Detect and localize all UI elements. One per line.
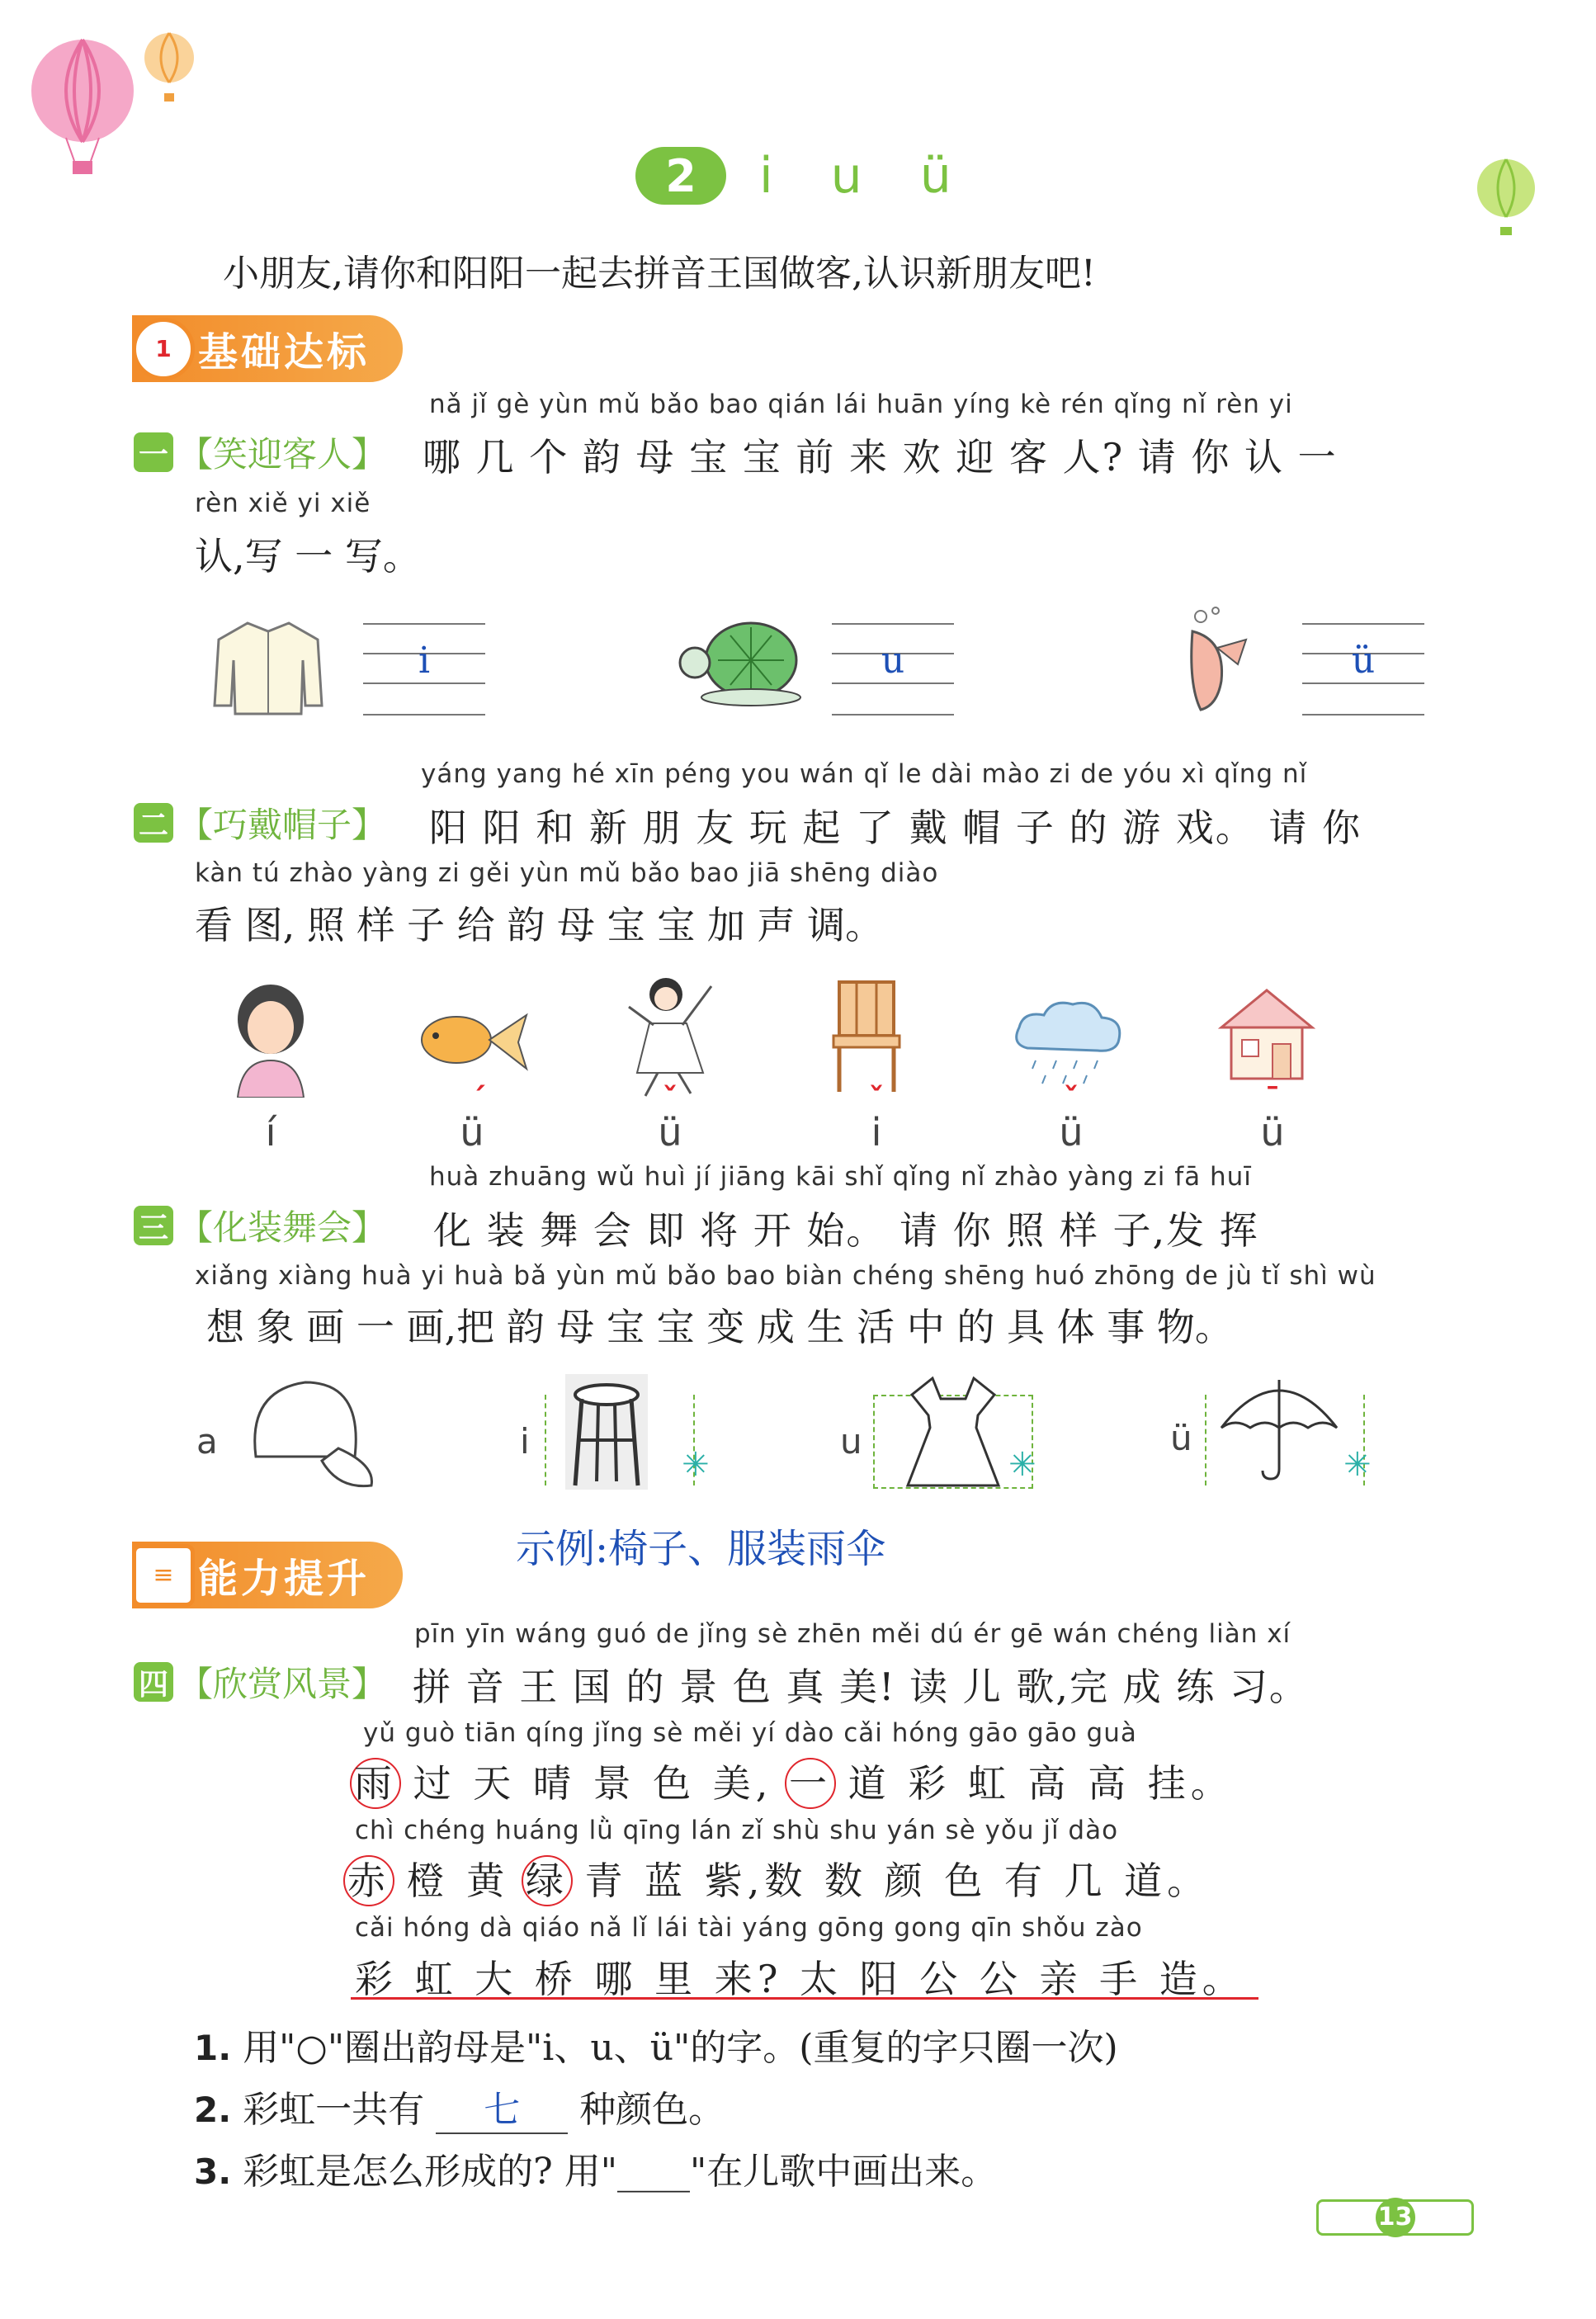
s3-tag: 【化装舞会】 bbox=[178, 1207, 387, 1248]
s2-header bbox=[134, 798, 386, 848]
circled-char: 一 bbox=[785, 1758, 836, 1809]
balloon-orange-icon bbox=[140, 31, 198, 106]
s2-line-1: 阳 阳 和 新 朋 友 玩 起 了 戴 帽 子 的 游 戏。 请 你 bbox=[429, 805, 1362, 850]
s1-number: 一 bbox=[134, 432, 173, 472]
jacket-image bbox=[210, 615, 326, 718]
s4-number: 四 bbox=[134, 1662, 173, 1702]
s1-tag: 【笑迎客人】 bbox=[178, 434, 387, 475]
medal-icon: 1 bbox=[132, 318, 195, 380]
letter-v: ü bbox=[1170, 1418, 1192, 1458]
s1-answer-box-2: u bbox=[832, 623, 954, 716]
lesson-number-badge: 2 bbox=[635, 147, 726, 205]
balloon-pink-icon bbox=[25, 37, 140, 177]
lesson-letter-u: u bbox=[830, 147, 862, 205]
s3-example-answer: 示例:椅子、服装雨伞 bbox=[516, 1526, 886, 1572]
s3-header bbox=[134, 1201, 386, 1250]
poem-pinyin-2: chì chéng huáng lǜ qīng lán zǐ shù shu yán sè yǒu jǐ dào bbox=[355, 1816, 1119, 1845]
s1-answer-box-1: i bbox=[363, 623, 485, 716]
goldfish-image bbox=[411, 1003, 531, 1081]
house-image bbox=[1213, 978, 1320, 1085]
poem-pinyin-3: cǎi hóng dà qiáo nǎ lǐ lái tài yáng gōng gong qīn shǒu zào bbox=[355, 1913, 1143, 1943]
page-number-badge bbox=[1316, 2199, 1474, 2236]
s2-line-2: 看 图, 照 样 子 给 韵 母 宝 宝 加 声 调。 bbox=[195, 903, 884, 947]
question-1: 1. 用"○"圈出韵母是"i、u、ü"的字。(重复的字只圈一次) bbox=[194, 2027, 1118, 2069]
dress-image bbox=[904, 1370, 1003, 1490]
star-icon-1: ✳ bbox=[682, 1446, 710, 1484]
s1-pinyin-2: rèn xiě yi xiě bbox=[195, 489, 371, 518]
stool-image bbox=[565, 1374, 648, 1490]
rain-cloud-image bbox=[1011, 994, 1126, 1089]
lesson-letter-v: ü bbox=[919, 147, 951, 205]
badge-basic bbox=[132, 315, 403, 382]
poem-underline bbox=[351, 1997, 1258, 2000]
question-3: 3. 彩虹是怎么形成的? 用"____"在儿歌中画出来。 bbox=[194, 2151, 998, 2193]
chair-image bbox=[829, 978, 904, 1093]
turtle-image bbox=[668, 615, 817, 710]
letter-u: u bbox=[840, 1421, 862, 1462]
poem-pinyin-1: yǔ guò tiān qíng jǐng sè měi yí dào cǎi hóng gāo gāo guà bbox=[363, 1718, 1137, 1748]
poem-line-3: 彩 虹 大 桥 哪 里 来? 太 阳 公 公 亲 手 造。 bbox=[355, 1957, 1245, 2001]
intro-text: 小朋友,请你和阳阳一起去拼音王国做客,认识新朋友吧! bbox=[223, 253, 1096, 295]
badge-ability bbox=[132, 1542, 403, 1608]
s1-header bbox=[134, 427, 386, 477]
poem-line-2: 赤 橙 黄 绿 青 蓝 紫,数 数 颜 色 有 几 道。 bbox=[348, 1851, 1210, 1906]
s4-header bbox=[134, 1657, 386, 1707]
tone-vowel-4: i bbox=[871, 1110, 882, 1155]
s1-pinyin-1: nǎ jǐ gè yùn mǔ bǎo bao qián lái huān yíng kè rén qǐng nǐ rèn yi bbox=[429, 390, 1293, 419]
circled-char: 赤 bbox=[343, 1855, 394, 1906]
s3-pinyin-1: huà zhuāng wǔ huì jí jiāng kāi shǐ qǐng nǐ zhào yàng zi fā huī bbox=[429, 1162, 1252, 1192]
s3-number: 三 bbox=[134, 1206, 173, 1245]
tone-vowel-2: ü bbox=[460, 1110, 484, 1155]
fish-image bbox=[1168, 607, 1258, 718]
tone-mark-5: ˇ bbox=[1063, 1081, 1079, 1117]
tone-vowel-6: ü bbox=[1260, 1110, 1285, 1155]
tone-mark-6: ˉ bbox=[1264, 1081, 1281, 1117]
lesson-letter-i: i bbox=[759, 147, 773, 205]
s1-answer-box-3: ü bbox=[1302, 623, 1424, 716]
letter-i: i bbox=[520, 1421, 530, 1462]
poem-line-1: 雨 过 天 晴 景 色 美, 一 道 彩 虹 高 高 挂。 bbox=[355, 1754, 1234, 1809]
circled-char: 绿 bbox=[522, 1855, 573, 1906]
badge-ability-label: 能力提升 bbox=[132, 1542, 403, 1608]
tone-mark-2: ˊ bbox=[470, 1081, 487, 1117]
s1-line-2: 认,写 一 写。 bbox=[195, 534, 421, 579]
woman-image bbox=[229, 982, 312, 1098]
tone-mark-3: ˇ bbox=[662, 1081, 678, 1117]
s1-line-1: 哪 几 个 韵 母 宝 宝 前 来 欢 迎 客 人? 请 你 认 一 bbox=[423, 435, 1338, 479]
certificate-icon: ≡ bbox=[132, 1544, 195, 1607]
tone-vowel-1: í bbox=[265, 1110, 276, 1155]
question-2: 2. 彩虹一共有 七 种颜色。 bbox=[194, 2080, 725, 2134]
umbrella-image bbox=[1217, 1370, 1341, 1485]
cap-image bbox=[239, 1374, 380, 1498]
s3-line-1: 化 装 舞 会 即 将 开 始。 请 你 照 样 子,发 挥 bbox=[433, 1208, 1259, 1253]
s3-pinyin-2: xiǎng xiàng huà yi huà bǎ yùn mǔ bǎo bao biàn chéng shēng huó zhōng de jù tǐ shì wù bbox=[195, 1261, 1376, 1291]
answer-field-q2[interactable]: 七 bbox=[436, 2080, 568, 2134]
letter-a: a bbox=[196, 1421, 218, 1462]
s2-pinyin-1: yáng yang hé xīn péng you wán qǐ le dài mào zi de yóu xì qǐng nǐ bbox=[421, 759, 1308, 789]
tone-vowel-3: ü bbox=[658, 1110, 682, 1155]
tone-mark-4: ˇ bbox=[868, 1081, 885, 1117]
s2-tag: 【巧戴帽子】 bbox=[178, 805, 387, 845]
badge-basic-label: 基础达标 bbox=[132, 315, 403, 382]
lesson-title bbox=[635, 147, 951, 205]
dancing-girl-image bbox=[621, 974, 720, 1098]
tone-vowel-5: ü bbox=[1059, 1110, 1084, 1155]
page-number: 13 bbox=[1376, 2198, 1415, 2237]
s2-pinyin-2: kàn tú zhào yàng zi gěi yùn mǔ bǎo bao jiā shēng diào bbox=[195, 858, 939, 888]
s4-tag: 【欣赏风景】 bbox=[178, 1664, 387, 1704]
s4-line-1: 拼 音 王 国 的 景 色 真 美! 读 儿 歌,完 成 练 习。 bbox=[413, 1665, 1309, 1709]
s4-pinyin-1: pīn yīn wáng guó de jǐng sè zhēn měi dú ér gē wán chéng liàn xí bbox=[414, 1619, 1291, 1649]
star-icon-2: ✳ bbox=[1008, 1446, 1036, 1484]
balloon-green-icon bbox=[1473, 157, 1539, 239]
star-icon-3: ✳ bbox=[1343, 1446, 1372, 1484]
s3-line-2: 想 象 画 一 画,把 韵 母 宝 宝 变 成 生 活 中 的 具 体 事 物。 bbox=[206, 1305, 1233, 1349]
circled-char: 雨 bbox=[350, 1758, 401, 1809]
s2-number: 二 bbox=[134, 803, 173, 843]
